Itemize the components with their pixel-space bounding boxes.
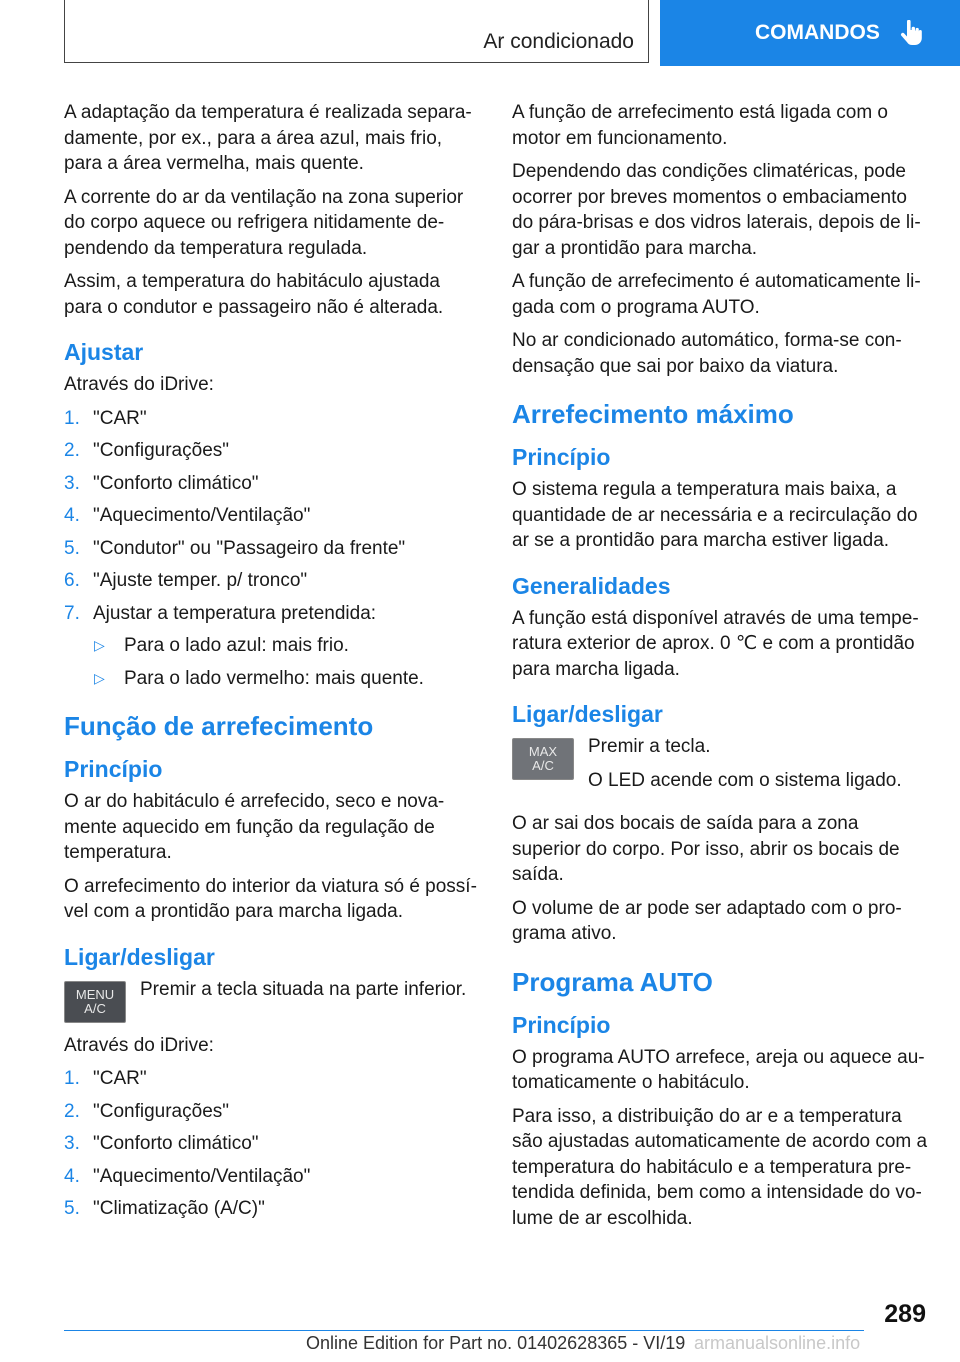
left-column	[64, 100, 482, 1229]
heading-arrefecimento-maximo: Arrefecimento máximo	[512, 399, 794, 429]
footer-divider	[64, 1330, 864, 1331]
paragraph: O programa AUTO arrefece, areja ou aquece automaticamente o habitáculo.	[512, 1046, 925, 1093]
step-number: 4.	[64, 1165, 80, 1187]
step-text: "CAR"	[93, 407, 147, 429]
heading-principio: Princípio	[512, 444, 611, 470]
heading-ligar-desligar: Ligar/desligar	[512, 701, 663, 727]
heading-ligar-desligar: Ligar/desligar	[64, 943, 215, 970]
paragraph: A corrente do ar da ventilação na zona superior do corpo aquece ou refrigera nitidamente dependendo da temperatura regulada.	[64, 186, 464, 259]
button-label-line1: MAX	[528, 744, 558, 759]
list-item	[64, 1099, 482, 1125]
menu-ac-button-icon	[64, 981, 126, 1023]
list-item	[64, 568, 482, 594]
list-item	[64, 1066, 482, 1092]
paragraph: Para isso, a distribuição do ar e a temperatura são ajustadas automaticamente de acordo com a temperatura do habitáculo e a temperatura pretendida definida, bem como a intensidade do volume de ar escolhida.	[512, 1105, 928, 1229]
steps-list-funcao	[64, 1066, 482, 1222]
button-instruction	[64, 977, 482, 1023]
paragraph: A função de arrefecimento é automaticamente ligada com o programa AUTO.	[512, 271, 921, 318]
list-item	[64, 471, 482, 497]
step-text: "Configurações"	[93, 440, 230, 461]
paragraph: A função está disponível através de uma temperatura exterior de aprox. 0 ℃ e com a prontidão para marcha ligada.	[512, 607, 919, 680]
triangle-bullet-icon: ▷	[94, 669, 105, 686]
list-item	[64, 1131, 482, 1157]
step-number: 1.	[64, 1068, 80, 1089]
paragraph: O sistema regula a temperatura mais baixa, a quantidade de ar necessária e a recirculação do ar se a prontidão para marcha estiver ligada.	[512, 479, 918, 551]
paragraph: Através do iDrive:	[64, 374, 214, 395]
step-number: 6.	[64, 570, 80, 591]
heading-ajustar: Ajustar	[64, 339, 144, 365]
sub-list-ajustar	[64, 633, 482, 691]
step-number: 7.	[64, 602, 80, 624]
paragraph: O volume de ar pode ser adaptado com o programa ativo.	[512, 897, 902, 944]
paragraph: Premir a tecla situada na parte inferior.	[140, 978, 467, 1000]
paragraph: Através do iDrive:	[64, 1034, 214, 1056]
paragraph: O arrefecimento do interior da viatura só é possível com a prontidão para marcha ligada.	[64, 875, 477, 922]
paragraph: A função de arrefecimento está ligada com o motor em funcionamento.	[512, 102, 889, 149]
list-item	[64, 601, 482, 627]
step-text: "Aquecimento/Ventilação"	[93, 1165, 311, 1187]
step-number: 1.	[64, 407, 80, 429]
paragraph: A adaptação da temperatura é realizada separadamente, por ex., para a área azul, mais frio, para a área vermelha, mais quente.	[64, 102, 472, 174]
pointing-hand-icon	[900, 20, 922, 46]
step-text: "Configurações"	[93, 1100, 230, 1122]
list-item	[94, 666, 482, 692]
list-item	[64, 1196, 482, 1222]
max-ac-button-icon	[512, 738, 574, 780]
step-number: 3.	[64, 1133, 80, 1154]
page-number: 289	[884, 1300, 926, 1328]
step-text: "Aquecimento/Ventilação"	[93, 505, 311, 526]
step-number: 5.	[64, 1198, 80, 1219]
paragraph: Premir a tecla.	[588, 736, 711, 757]
button-instruction	[512, 734, 932, 801]
list-item	[64, 438, 482, 464]
header-section-tab	[64, 0, 649, 63]
bullet-text: Para o lado vermelho: mais quente.	[124, 667, 424, 689]
button-label-line2: A/C	[532, 758, 554, 773]
heading-funcao-arrefecimento: Função de arrefecimento	[64, 711, 374, 741]
step-text: "Climatização (A/C)"	[93, 1198, 265, 1219]
step-text: "Condutor" ou "Passageiro da frente"	[93, 537, 406, 559]
list-item	[64, 536, 482, 562]
step-number: 2.	[64, 440, 80, 461]
right-column	[512, 100, 932, 1239]
list-item	[64, 406, 482, 432]
paragraph: Dependendo das condições climatéricas, pode ocorrer por breves momentos o embaciamento do pára-brisas e dos vidros laterais, depois de ligar a prontidão para marcha.	[512, 161, 921, 259]
heading-generalidades: Generalidades	[512, 572, 671, 599]
paragraph: O ar do habitáculo é arrefecido, seco e novamente aquecido em função da regulação de temperatura.	[64, 791, 445, 863]
step-number: 5.	[64, 537, 80, 559]
paragraph: Assim, a temperatura do habitáculo ajustada para o condutor e passageiro não é alterada.	[64, 271, 444, 318]
footer-watermark: armanualsonline.info	[694, 1333, 861, 1353]
heading-programa-auto: Programa AUTO	[512, 966, 713, 997]
paragraph: No ar condicionado automático, forma-se condensação que sai por baixo da viatura.	[512, 330, 902, 377]
header-section-title: Ar condicionado	[483, 30, 634, 53]
heading-principio: Princípio	[64, 756, 163, 782]
step-number: 2.	[64, 1100, 80, 1122]
paragraph: O LED acende com o sistema ligado.	[588, 769, 902, 791]
step-text: "Conforto climático"	[93, 1133, 259, 1154]
step-number: 3.	[64, 472, 80, 494]
list-item	[94, 633, 482, 659]
list-item	[64, 503, 482, 529]
step-text: "CAR"	[93, 1068, 147, 1089]
footer-edition: Online Edition for Part no. 01402628365 - VI/19	[306, 1333, 686, 1353]
heading-principio: Princípio	[512, 1011, 611, 1038]
button-label-line1: MENU	[75, 986, 115, 1002]
step-number: 4.	[64, 505, 80, 526]
bullet-text: Para o lado azul: mais frio.	[124, 635, 349, 656]
triangle-bullet-icon: ▷	[94, 637, 105, 653]
button-label-line2: A/C	[84, 1000, 106, 1016]
header-chapter-title: COMANDOS	[755, 21, 880, 44]
header-chapter-tab	[660, 0, 960, 66]
paragraph: O ar sai dos bocais de saída para a zona superior do corpo. Por isso, abrir os bocais de saída.	[512, 813, 900, 885]
step-text: "Ajuste temper. p/ tronco"	[93, 570, 308, 591]
list-item	[64, 1164, 482, 1190]
step-text: Ajustar a temperatura pretendida:	[93, 602, 377, 624]
steps-list-ajustar	[64, 406, 482, 627]
step-text: "Conforto climático"	[93, 472, 259, 494]
